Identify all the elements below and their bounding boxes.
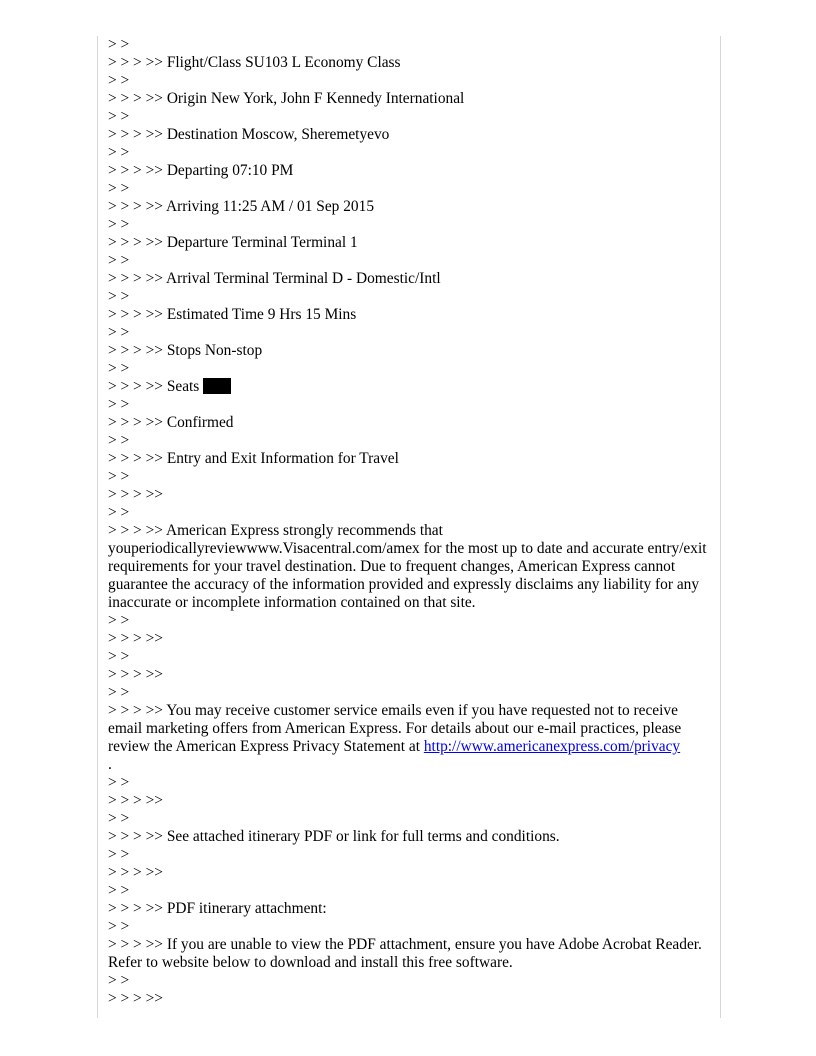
quote-line: > > [108,432,130,449]
quote-line: > > [108,36,130,53]
estimated-time: Estimated Time 9 Hrs 15 Mins [166,306,357,323]
quote-line: > > [108,648,130,665]
origin-line: > > > >> Origin New York, John F Kennedy International [108,90,465,107]
quote-line: > > [108,252,130,269]
quote-line: > > [108,360,130,377]
quote-line: > > > >> [108,486,163,503]
quote-line: > > [108,72,130,89]
arrival-terminal-line: > > > >> Arrival Terminal Terminal D - Domestic/Intl [108,270,441,287]
period-line: . [108,756,112,773]
quote-line: > > > >> [108,630,163,647]
quote-line: > > [108,324,130,341]
departing-line: > > > >> Departing 07:10 PM [108,162,294,179]
service-emails-paragraph: > > > >> You may receive customer service emails even if you have requested not to receive email marketing offers from American Express. For details about our e-mail practices, please review the American Express Privacy Statement at http://www.americanexpress.com/privacy [108,702,682,755]
quote-line: > > [108,882,130,899]
quote-line: > > > >> [108,792,163,809]
departure-terminal-line: > > > >> Departure Terminal Terminal 1 [108,234,358,251]
entry-exit-line: > > > >> Entry and Exit Information for Travel [108,450,399,467]
quote-line: > > > >> [108,864,163,881]
quote-line: > > [108,972,130,989]
stops-line: > > > >> Stops Non-stop [108,342,263,359]
redaction-box [203,378,231,394]
destination-line: > > > >> Destination Moscow, Sheremetyevo [108,126,390,143]
email-body [108,36,708,1008]
arriving: Arriving 11:25 AM / 01 Sep 2015 [165,198,375,215]
quote-line: > > [108,144,130,161]
quote-line: > > [108,810,130,827]
stops: Stops Non-stop [166,342,263,359]
quote-line: > > > >> [108,666,163,683]
estimated-time-line: > > > >> Estimated Time 9 Hrs 15 Mins [108,306,357,323]
entry-exit-heading: Entry and Exit Information for Travel [166,450,399,467]
amex-recommendation: > > > >> American Express strongly recommends that youperiodicallyreviewwww.Visacentral.com/amex for the most up to date and accurate entry/exit requirements for your travel destination. Due to frequent changes, American Express cannot guarantee the accuracy of the information provided and expressly disclaims any liability for any inaccurate or incomplete information contained on that site. [108,522,707,611]
quote-line: > > [108,612,130,629]
quote-line: > > [108,774,130,791]
arrival-terminal: Arrival Terminal Terminal D - Domestic/Intl [165,270,441,287]
seats-label: Seats [166,378,200,395]
quote-line: > > [108,180,130,197]
quote-line: > > [108,216,130,233]
arriving-line: > > > >> Arriving 11:25 AM / 01 Sep 2015 [108,198,375,215]
quote-line: > > [108,504,130,521]
origin: Origin New York, John F Kennedy International [166,90,465,107]
quote-line: > > [108,108,130,125]
flight-class: Flight/Class SU103 L Economy Class [166,54,401,71]
quote-line: > > [108,684,130,701]
quote-line: > > [108,288,130,305]
quote-line: > > [108,396,130,413]
quote-line: > > [108,468,130,485]
departing: Departing 07:10 PM [166,162,294,179]
confirmed-line: > > > >> Confirmed [108,414,234,431]
seats-line: > > > >> Seats [108,378,708,396]
quote-line: > > [108,918,130,935]
privacy-link[interactable]: http://www.americanexpress.com/privacy [423,738,681,755]
see-attached-line: > > > >> See attached itinerary PDF or link for full terms and conditions. [108,828,560,845]
departure-terminal: Departure Terminal Terminal 1 [166,234,358,251]
destination: Destination Moscow, Sheremetyevo [166,126,390,143]
pdf-attachment-line: > > > >> PDF itinerary attachment: [108,900,327,917]
quote-line: > > [108,846,130,863]
confirmed-status: Confirmed [166,414,234,431]
quote-line: > > > >> [108,990,163,1007]
acrobat-paragraph: > > > >> If you are unable to view the PDF attachment, ensure you have Adobe Acrobat Reader. Refer to website below to download and install this free software. [108,936,702,971]
flight-class-line: > > > >> Flight/Class SU103 L Economy Class [108,54,401,71]
